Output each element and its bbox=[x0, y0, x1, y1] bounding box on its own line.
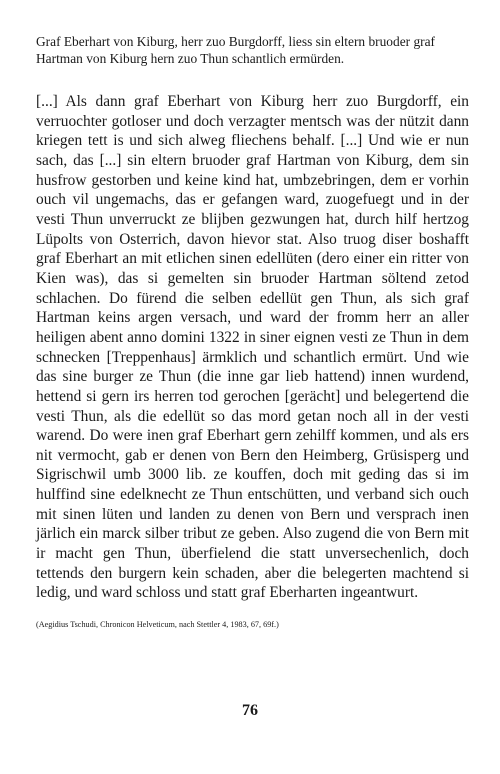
page-number: 76 bbox=[242, 702, 258, 719]
section-heading: Graf Eberhart von Kiburg, herr zuo Burgdorff, liess sin eltern bruoder graf Hartman von Kiburg hern zuo Thun schantlich ermürden. bbox=[36, 34, 435, 66]
chronicle-quotation: [...] Als dann graf Eberhart von Kiburg herr zuo Burgdorff, ein verruochter gotloser und doch verzagter mentsch was der nützit dann kriegen tett is und sich alweg fliechens behalf. [...] Und wie er nun sach, das [...] sin eltern bruoder graf Hartman von Kiburg, dem sin husfrow gestorben und keine kind hat, umbzebringen, dem er vorhin ouch vil ungemachs, das er gefangen ward, zuogefuegt und in der vesti Thun unverruckt ze blijben gezwungen hat, durch hilf hertzog Lüpolts von Osterrich, davon hievor stat. Also truog diser boshafft graf Eberhart an mit etlichen sinen edellüten (dero einer ein ritter von Kien was), das si gemelten sin bruoder Hartman söltend zetod schlachen. Do fürend die selben edellüt gen Thun, als sich graf Hartman keins argen versach, und ward der fromm herr an aller heiligen abent anno domini 1322 in siner eignen vesti ze Thun in dem schnecken [Treppenhaus] ärmklich und schantlich ermürt. Und wie das sine burger ze Thun (die inne gar lieb hattend) innen wurdend, hettend si gern irs herren tod gerochen [gerächt] und belegertend die vesti Thun, als die edellüt so das mord getan noch all in der vesti warend. Do were inen graf Eberhart gern zehilff kommen, und als ers nit vermocht, gab er denen von Bern den Heimberg, Grüsisperg und Sigrischwil umb 3000 lib. ze kouffen, doch mit geding das si im hulffind sine edelknecht ze Thun entschütten, und verband sich ouch mit sinen lüten und landen zu denen von Bern und versprach inen järlich ein marck silber tribut ze geben. Also zugend die von Bern mit ir macht gen Thun, überfielend die statt unversechenlich, doch tettends den burgern kein schaden, aber die belegerten machtend si ledig, und ward schloss und statt graf Eberharten ingeantwurt. bbox=[36, 93, 469, 602]
source-citation: (Aegidius Tschudi, Chronicon Helveticum, nach Stettler 4, 1983, 67, 69f.) bbox=[36, 620, 279, 629]
